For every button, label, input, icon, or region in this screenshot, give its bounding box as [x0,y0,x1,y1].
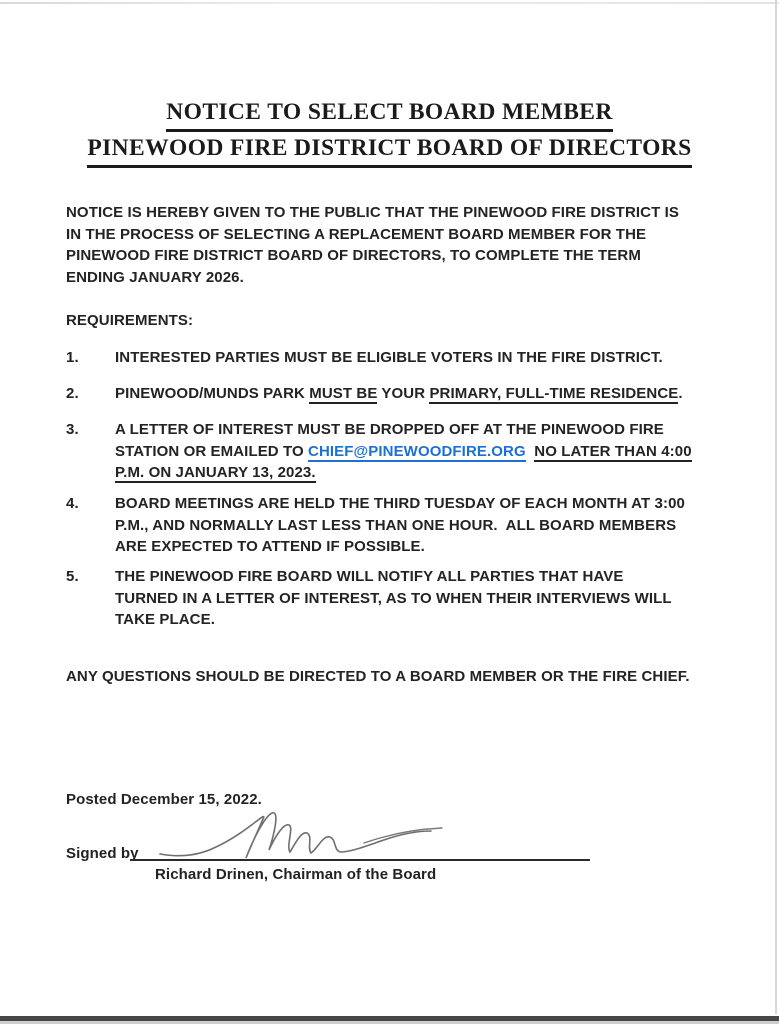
title-line-1: NOTICE TO SELECT BOARD MEMBER [166,96,612,132]
item-number: 5. [66,568,79,585]
item-text-line [115,462,755,484]
underlined-text: PRIMARY, FULL-TIME RESIDENCE [429,385,679,402]
signed-by-label: Signed by [66,845,139,862]
item-number: 4. [66,495,79,512]
item-text-line: A LETTER OF INTEREST MUST BE DROPPED OFF AT THE PINEWOOD FIRE [115,421,664,438]
item-number: 1. [66,349,79,366]
signature-scribble [152,804,462,862]
item-text-line: ARE EXPECTED TO ATTEND IF POSSIBLE. [115,538,425,555]
item-text-line: STATION OR EMAILED TO CHIEF@PINEWOODFIRE.ORG NO LATER THAN 4:00 [115,442,692,460]
item-text-line: PINEWOOD/MUNDS PARK MUST BE YOUR PRIMARY, FULL-TIME RESIDENCE. [115,385,683,402]
email-link[interactable]: CHIEF@PINEWOODFIRE.ORG [308,442,526,460]
intro-line: NOTICE IS HEREBY GIVEN TO THE PUBLIC THAT THE PINEWOOD FIRE DISTRICT IS [66,204,679,221]
list-item-1 [66,347,755,369]
list-item-4 [66,493,755,558]
list-item-2 [66,383,755,405]
item-text-line: INTERESTED PARTIES MUST BE ELIGIBLE VOTERS IN THE FIRE DISTRICT. [115,349,663,366]
requirements-heading: REQUIREMENTS: [66,312,194,329]
underlined-text: MUST BE [309,385,378,402]
intro-line: IN THE PROCESS OF SELECTING A REPLACEMENT BOARD MEMBER FOR THE [66,225,647,243]
notice-title [0,96,779,168]
item-text-line: THE PINEWOOD FIRE BOARD WILL NOTIFY ALL PARTIES THAT HAVE [115,568,624,585]
posted-line: Posted December 15, 2022. [66,791,262,808]
signer-name: Richard Drinen, Chairman of the Board [155,866,437,883]
questions-line: ANY QUESTIONS SHOULD BE DIRECTED TO A BOARD MEMBER OR THE FIRE CHIEF. [66,668,690,685]
list-item-5 [66,566,755,631]
item-text-line: TAKE PLACE. [115,611,215,628]
item-text-line: P.M., AND NORMALLY LAST LESS THAN ONE HOUR. ALL BOARD MEMBERS [115,516,677,534]
item-number: 3. [66,421,79,438]
intro-paragraph [66,202,746,288]
list-item-3 [66,419,755,484]
item-text-line: BOARD MEETINGS ARE HELD THE THIRD TUESDAY OF EACH MONTH AT 3:00 [115,495,685,512]
scan-edge-top [0,2,779,4]
underlined-text: NO LATER THAN 4:00 [534,442,692,460]
item-text-line: TURNED IN A LETTER OF INTEREST, AS TO WHEN THEIR INTERVIEWS WILL [115,589,672,607]
intro-line: ENDING JANUARY 2026. [66,268,244,286]
item-number: 2. [66,385,79,402]
underlined-text: P.M. ON JANUARY 13, 2023. [115,464,316,481]
title-line-2: PINEWOOD FIRE DISTRICT BOARD OF DIRECTORS [87,132,691,168]
intro-line: PINEWOOD FIRE DISTRICT BOARD OF DIRECTORS, TO COMPLETE THE TERM [66,247,641,264]
